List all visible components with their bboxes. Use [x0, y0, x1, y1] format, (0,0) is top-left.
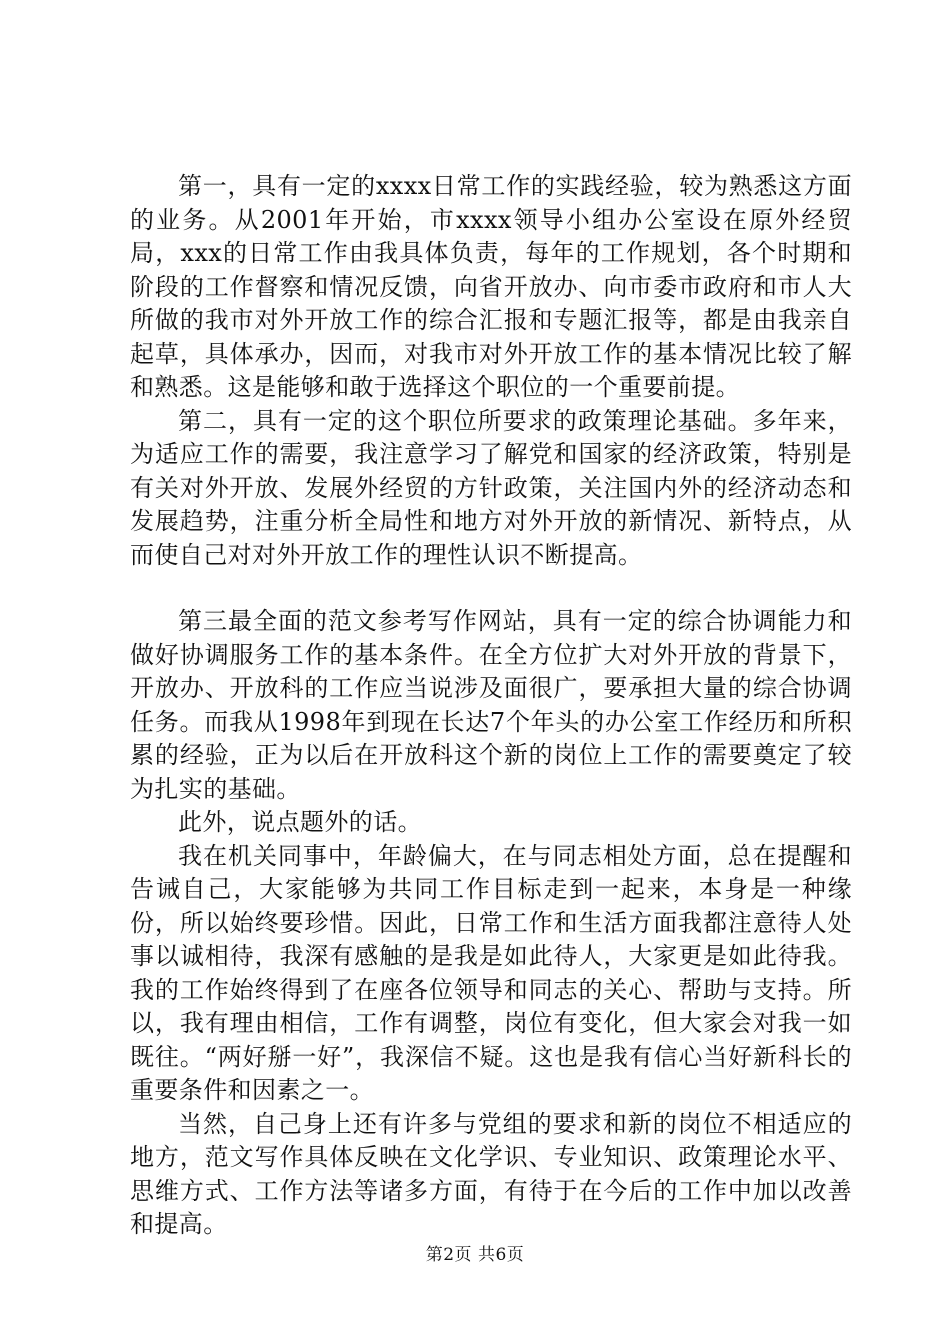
paragraph-2: 第二，具有一定的这个职位所要求的政策理论基础。多年来，为适应工作的需要，我注意学习了解党和国家的经济政策，特别是有关对外开放、发展外经贸的方针政策，关注国内外的经济动态和发展趋势，注重分析全局性和地方对外开放的新情况、新特点，从而使自己对对外开放工作的理性认识不断提高。 [130, 406, 852, 569]
paragraph-5: 我在机关同事中，年龄偏大，在与同志相处方面，总在提醒和告诫自己，大家能够为共同工作目标走到一起来，本身是一种缘份，所以始终要珍惜。因此，日常工作和生活方面我都注意待人处事以诚相待，我深有感触的是我是如此待人，大家更是如此待我。我的工作始终得到了在座各位领导和同志的关心、帮助与支持。所以，我有理由相信，工作有调整，岗位有变化，但大家会对我一如既往。“两好掰一好”，我深信不疑。这也是我有信心当好新科长的重要条件和因素之一。 [130, 841, 852, 1104]
paragraph-3: 第三最全面的范文参考写作网站，具有一定的综合协调能力和做好协调服务工作的基本条件。在全方位扩大对外开放的背景下，开放办、开放科的工作应当说涉及面很广，要承担大量的综合协调任务。而我从1998年到现在长达7个年头的办公室工作经历和所积累的经验，正为以后在开放科这个新的岗位上工作的需要奠定了较为扎实的基础。 [130, 607, 852, 803]
paragraph-6: 当然，自己身上还有许多与党组的要求和新的岗位不相适应的地方，范文写作具体反映在文化学识、专业知识、政策理论水平、思维方式、工作方法等诸多方面，有待于在今后的工作中加以改善和提高。 [130, 1109, 852, 1238]
page-number-footer: 第2页 共6页 [425, 1245, 525, 1265]
paragraph-1: 第一，具有一定的xxxx日常工作的实践经验，较为熟悉这方面的业务。从2001年开始，市xxxx领导小组办公室设在原外经贸局，xxx的日常工作由我具体负责，每年的工作规划，各个时期和阶段的工作督察和情况反馈，向省开放办、向市委市政府和市人大所做的我市对外开放工作的综合汇报和专题汇报等，都是由我亲自起草，具体承办，因而，对我市对外开放工作的基本情况比较了解和熟悉。这是能够和敢于选择这个职位的一个重要前提。 [130, 172, 852, 401]
document-body [130, 170, 852, 1242]
paragraph-4: 此外，说点题外的话。 [178, 808, 422, 836]
